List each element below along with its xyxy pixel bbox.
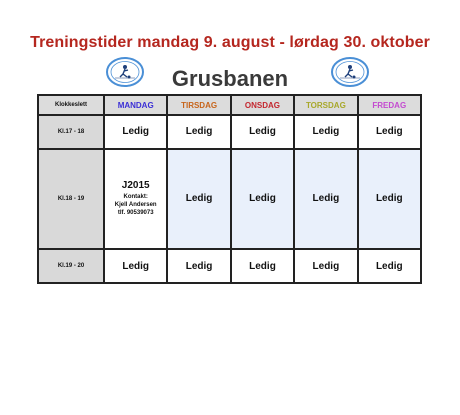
- table-row: [38, 149, 421, 250]
- slot-cell: Ledig: [358, 249, 421, 283]
- slot-cell: Ledig: [231, 115, 294, 149]
- slot-cell: Ledig: [104, 249, 167, 283]
- slot-cell: Ledig: [167, 249, 230, 283]
- time-column-header: Klokkeslett: [38, 95, 104, 115]
- slot-cell: Ledig: [231, 249, 294, 283]
- slot-cell: Ledig: [294, 149, 357, 250]
- booking-team: J2015: [121, 180, 150, 192]
- slot-cell: Ledig: [231, 149, 294, 250]
- booking-contact-name: Kjell Andersen: [114, 202, 157, 209]
- slot-cell: Ledig: [358, 115, 421, 149]
- slot-cell: Ledig: [104, 115, 167, 149]
- slot-cell: Ledig: [167, 149, 230, 250]
- booking-phone: tlf. 90539073: [117, 210, 154, 217]
- time-slot: Kl.18 - 19: [38, 149, 104, 250]
- day-header-fredag: FREDAG: [358, 95, 421, 115]
- schedule-table: [37, 94, 422, 284]
- slot-cell: Ledig: [294, 115, 357, 149]
- day-header-torsdag: TORSDAG: [294, 95, 357, 115]
- day-header-tirsdag: TIRSDAG: [167, 95, 230, 115]
- slot-cell: Ledig: [294, 249, 357, 283]
- booked-slot-cell: [104, 149, 167, 250]
- slot-cell: Ledig: [358, 149, 421, 250]
- day-header-onsdag: ONSDAG: [231, 95, 294, 115]
- day-header-mandag: MANDAG: [104, 95, 167, 115]
- slot-cell: Ledig: [167, 115, 230, 149]
- table-row: [38, 249, 421, 283]
- page-subtitle: Grusbanen: [171, 66, 289, 91]
- header-row: [38, 95, 421, 115]
- table-row: [38, 115, 421, 149]
- booking-contact-label: Kontakt:: [123, 194, 148, 201]
- page-title: Treningstider mandag 9. august - lørdag 30. oktober: [30, 34, 430, 51]
- time-slot: Kl.17 - 18: [38, 115, 104, 149]
- time-slot: Kl.19 - 20: [38, 249, 104, 283]
